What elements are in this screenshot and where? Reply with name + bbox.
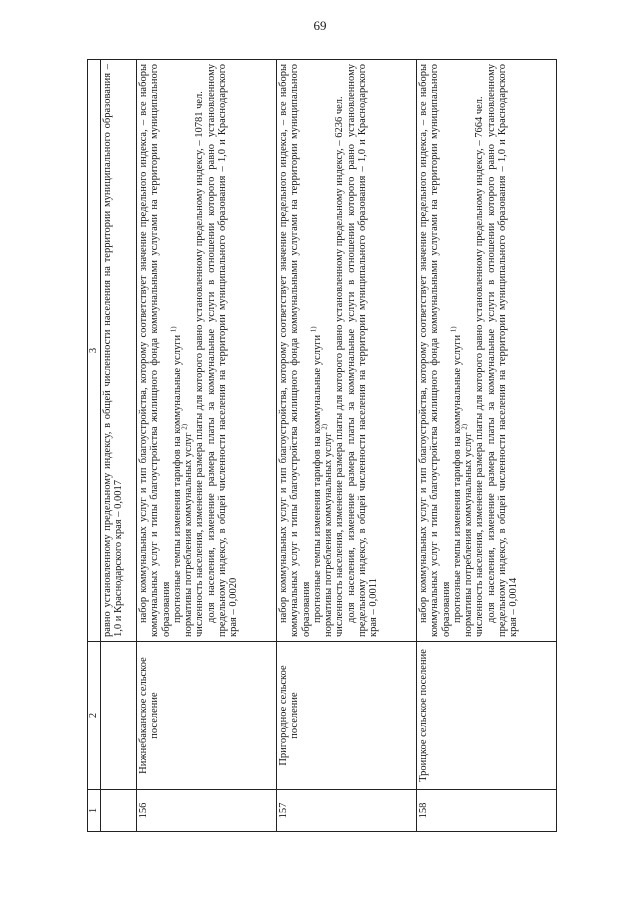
row-number: 156 (137, 790, 277, 832)
tariff-forecast-text: прогнозные темпы изменения тарифов на коммунальные услуги $^{1)}$ (169, 326, 183, 623)
footnote-ref: 1) (309, 326, 318, 333)
footnote-ref: 1) (449, 326, 458, 333)
settlement-name: Нижнебаканское сельское поселение (137, 642, 277, 790)
table-row (417, 60, 557, 832)
header-col-1: 1 (88, 790, 101, 832)
table-header-row (88, 60, 101, 832)
settlement-name: Троицкое сельское поселение (417, 642, 557, 790)
table-row (277, 60, 417, 832)
row-description (277, 60, 417, 642)
footnote-ref: 2) (460, 423, 469, 430)
settlement-name: Пригородное сельское поселение (277, 642, 417, 790)
row-number: 158 (417, 790, 557, 832)
consumption-norms-text: нормативы потребления коммунальных услуг $^{2)}$ (320, 423, 335, 637)
header-col-3: 3 (88, 60, 101, 642)
page-number: 69 (313, 18, 327, 33)
row-number: 157 (277, 790, 417, 832)
row-description (417, 60, 557, 642)
continuation-name (101, 642, 137, 790)
continuation-num (101, 790, 137, 832)
continuation-row (101, 60, 137, 832)
population-text: численность населения, изменение размера платы для которого равно установленному предельному индексу, – 7664 чел. (474, 96, 486, 637)
population-share-text: доля населения, изменение размера платы за коммунальные услуги в отношении которого равно установленному предельному индексу, в общей численности населения на территории муниципального образования – 1,0 и Краснодарского края – 0,0014 (485, 64, 520, 637)
services-set-text: набор коммунальных услуг и тип благоустройства, которому соответствует значение предельного индекса, – все наборы коммунальных услуг и типы благоустройства жилищного фонда коммунальными услугами на территории муниципального образования (138, 64, 172, 637)
services-set-text: набор коммунальных услуг и тип благоустройства, которому соответствует значение предельного индекса, – все наборы коммунальных услуг и типы благоустройства жилищного фонда коммунальными услугами на территории муниципального образования (418, 64, 452, 637)
tariff-forecast-text: прогнозные темпы изменения тарифов на коммунальные услуги $^{1)}$ (309, 326, 323, 623)
indices-table (87, 59, 557, 832)
footnote-ref: 2) (320, 423, 329, 430)
rotated-table-wrapper (87, 60, 557, 832)
table-row (137, 60, 277, 832)
header-col-2: 2 (88, 642, 101, 790)
consumption-norms-text: нормативы потребления коммунальных услуг $^{2)}$ (180, 423, 195, 637)
consumption-norms-text: нормативы потребления коммунальных услуг $^{2)}$ (460, 423, 475, 637)
row-description (137, 60, 277, 642)
tariff-forecast-text: прогнозные темпы изменения тарифов на коммунальные услуги $^{1)}$ (449, 326, 463, 623)
footnote-ref: 2) (180, 423, 189, 430)
population-share-text: доля населения, изменение размера платы за коммунальные услуги в отношении которого равно установленному предельному индексу, в общей численности населения на территории муниципального образования – 1,0 и Краснодарского края – 0,0011 (345, 64, 380, 637)
population-text: численность населения, изменение размера платы для которого равно установленному предельному индексу, – 10781 чел. (194, 91, 206, 637)
footnote-ref: 1) (169, 326, 178, 333)
continuation-text: равно установленному предельному индексу, в общей численности населения на территории муниципального образования – 1,0 и Краснодарского края – 0,0017 (101, 60, 137, 642)
services-set-text: набор коммунальных услуг и тип благоустройства, которому соответствует значение предельного индекса, – все наборы коммунальных услуг и типы благоустройства жилищного фонда коммунальными услугами на территории муниципального образования (278, 64, 312, 637)
population-share-text: доля населения, изменение размера платы за коммунальные услуги в отношении которого равно установленному предельному индексу, в общей численности населения на территории муниципального образования – 1,0 и Краснодарского края – 0,0020 (205, 64, 240, 637)
population-text: численность населения, изменение размера платы для которого равно установленному предельному индексу, – 6236 чел. (334, 96, 346, 637)
